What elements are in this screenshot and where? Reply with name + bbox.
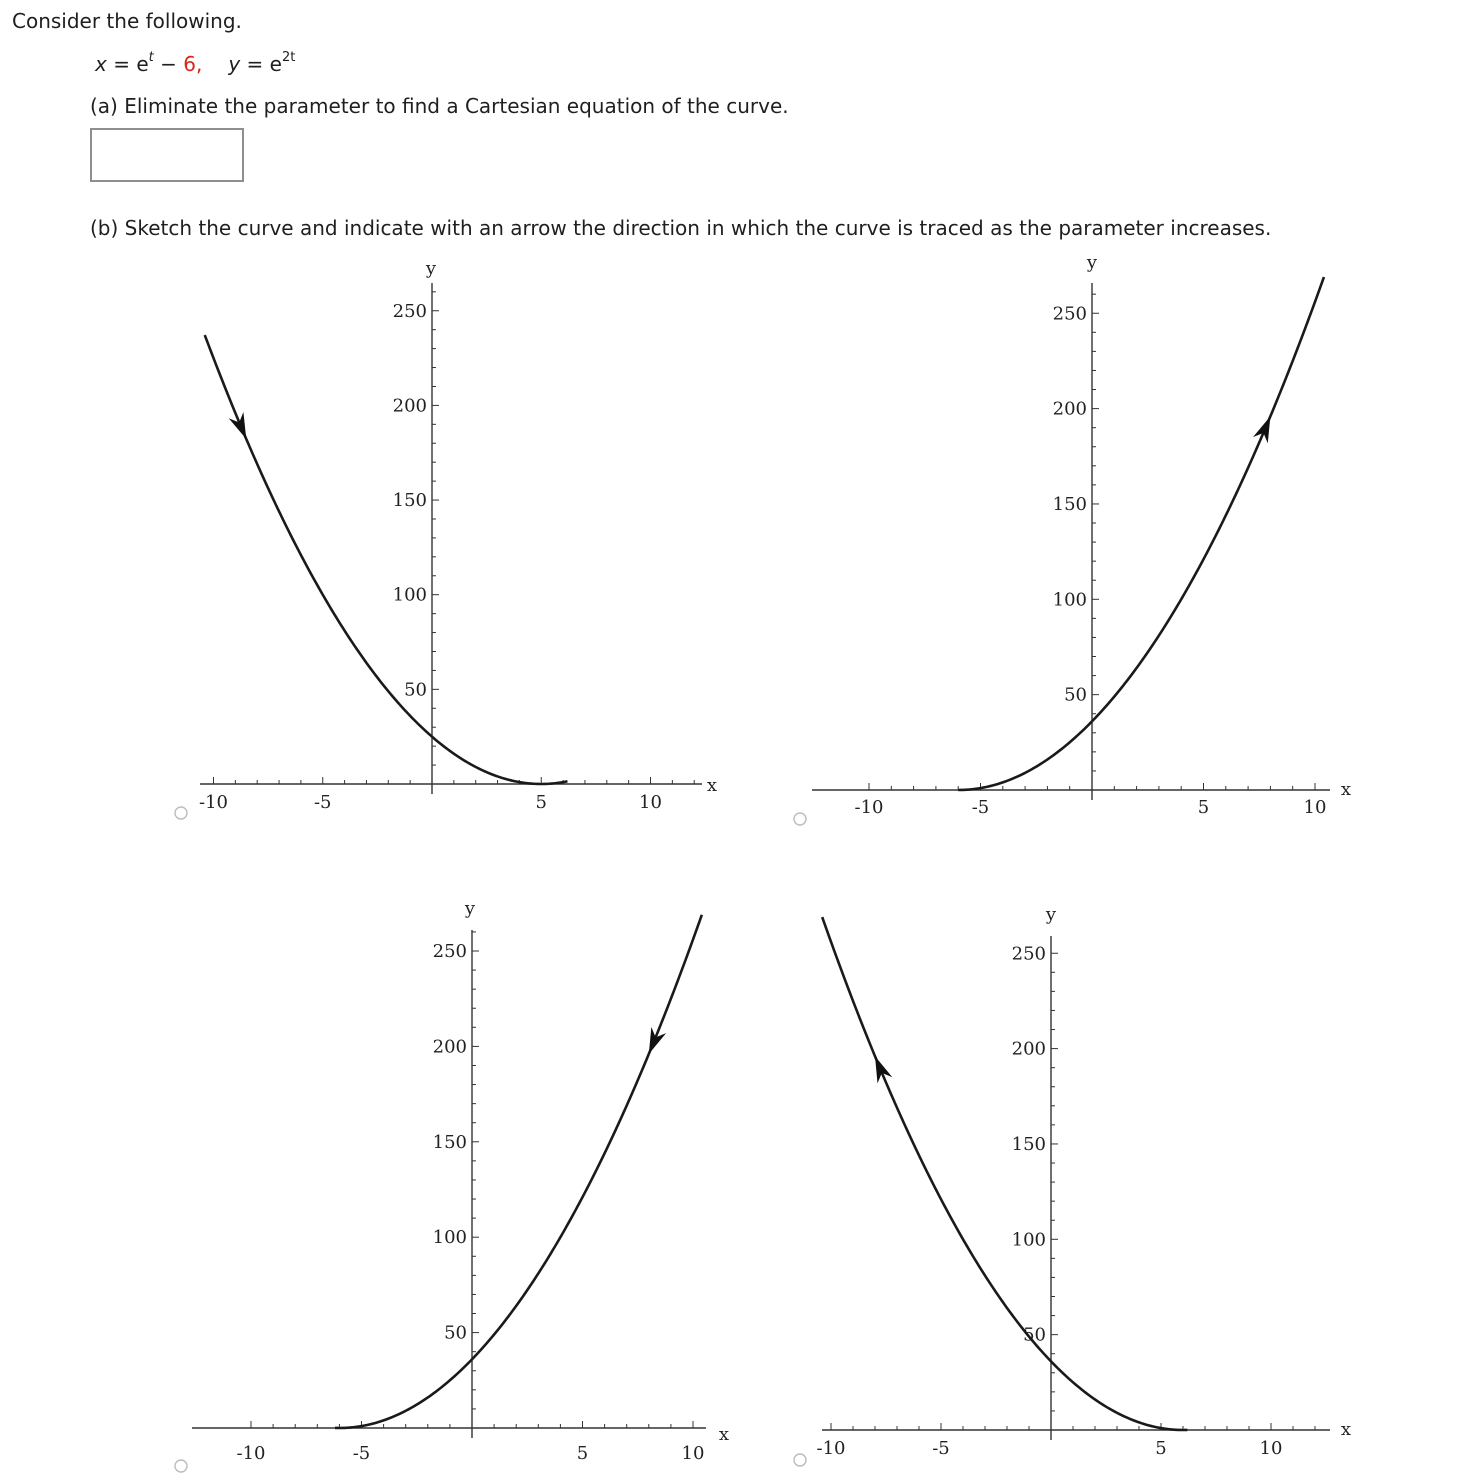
y-tick-label: 100 xyxy=(1052,589,1087,611)
y-tick-label: 250 xyxy=(392,300,427,322)
y-tick-label: 50 xyxy=(1023,1324,1046,1346)
graph-bottom-left xyxy=(192,898,729,1464)
y-tick-label: 150 xyxy=(1011,1133,1046,1155)
option-radio-top-left[interactable] xyxy=(175,807,187,819)
y-tick-label: 250 xyxy=(1011,943,1046,965)
x-constant: 6, xyxy=(183,52,203,76)
parametric-curve xyxy=(822,917,1187,1430)
graph-bottom-right xyxy=(817,904,1352,1459)
x-tick-label: -5 xyxy=(971,797,990,818)
y-tick-label: 50 xyxy=(404,679,427,701)
y-tick-label: 50 xyxy=(444,1322,467,1344)
parametric-curve xyxy=(335,915,702,1428)
y-tick-label: 50 xyxy=(1064,684,1087,706)
y-exponent: 2t xyxy=(281,50,296,66)
y-axis-label: y xyxy=(464,898,476,919)
y-axis-label: y xyxy=(425,258,437,279)
option-radio-top-right[interactable] xyxy=(794,813,806,825)
y-tick-label: 150 xyxy=(1052,493,1087,515)
x-tick-label: -10 xyxy=(236,1443,266,1464)
x-equals: = e xyxy=(106,52,149,76)
x-tick-label: -5 xyxy=(313,792,332,813)
x-tick-label: 5 xyxy=(1197,797,1210,818)
x-tick-label: -5 xyxy=(932,1438,950,1459)
y-tick-label: 250 xyxy=(432,941,467,962)
x-var: x xyxy=(95,52,107,76)
part-a-prompt: (a) Eliminate the parameter to find a Cartesian equation of the curve. xyxy=(90,94,789,118)
y-var: y xyxy=(228,52,241,76)
x-tick-label: 10 xyxy=(681,1443,705,1464)
x-axis-label: x xyxy=(718,1424,730,1445)
x-exponent: t xyxy=(148,50,154,66)
y-tick-label: 200 xyxy=(1052,398,1087,420)
parametric-curve xyxy=(205,335,568,784)
y-tick-label: 200 xyxy=(432,1036,467,1058)
x-tick-label: 5 xyxy=(576,1443,589,1464)
y-tick-label: 150 xyxy=(392,490,427,512)
x-tick-label: -10 xyxy=(854,797,884,818)
x-minus: − xyxy=(153,52,184,76)
option-radio-bottom-left[interactable] xyxy=(175,1460,187,1472)
x-axis-label: x xyxy=(1340,779,1352,800)
part-b-prompt: (b) Sketch the curve and indicate with an arrow the direction in which the curve is traced as the parameter increases. xyxy=(90,216,1272,240)
parametric-curve xyxy=(958,277,1324,790)
y-tick-label: 150 xyxy=(432,1131,467,1153)
x-tick-label: -10 xyxy=(816,1438,846,1459)
y-tick-label: 100 xyxy=(392,584,427,606)
y-equals: = e xyxy=(240,52,282,76)
y-tick-label: 100 xyxy=(1011,1229,1046,1251)
y-tick-label: 200 xyxy=(392,395,427,417)
x-tick-label: 10 xyxy=(639,792,662,813)
y-axis-label: y xyxy=(1086,252,1098,273)
graph-top-right xyxy=(812,252,1351,818)
y-axis-label: y xyxy=(1045,904,1057,925)
y-tick-label: 200 xyxy=(1011,1038,1046,1060)
x-axis-label: x xyxy=(706,775,718,796)
intro-text: Consider the following. xyxy=(12,9,242,33)
graph-top-left xyxy=(199,258,717,813)
x-tick-label: -5 xyxy=(352,1443,371,1464)
option-radio-bottom-right[interactable] xyxy=(794,1454,806,1466)
y-tick-label: 250 xyxy=(1052,303,1087,325)
x-tick-label: 5 xyxy=(535,792,547,813)
x-tick-label: -10 xyxy=(199,792,228,813)
y-tick-label: 100 xyxy=(432,1227,467,1249)
x-axis-label: x xyxy=(1340,1419,1352,1440)
x-tick-label: 10 xyxy=(1259,1438,1283,1459)
x-tick-label: 10 xyxy=(1303,797,1327,818)
x-tick-label: 5 xyxy=(1155,1438,1167,1459)
